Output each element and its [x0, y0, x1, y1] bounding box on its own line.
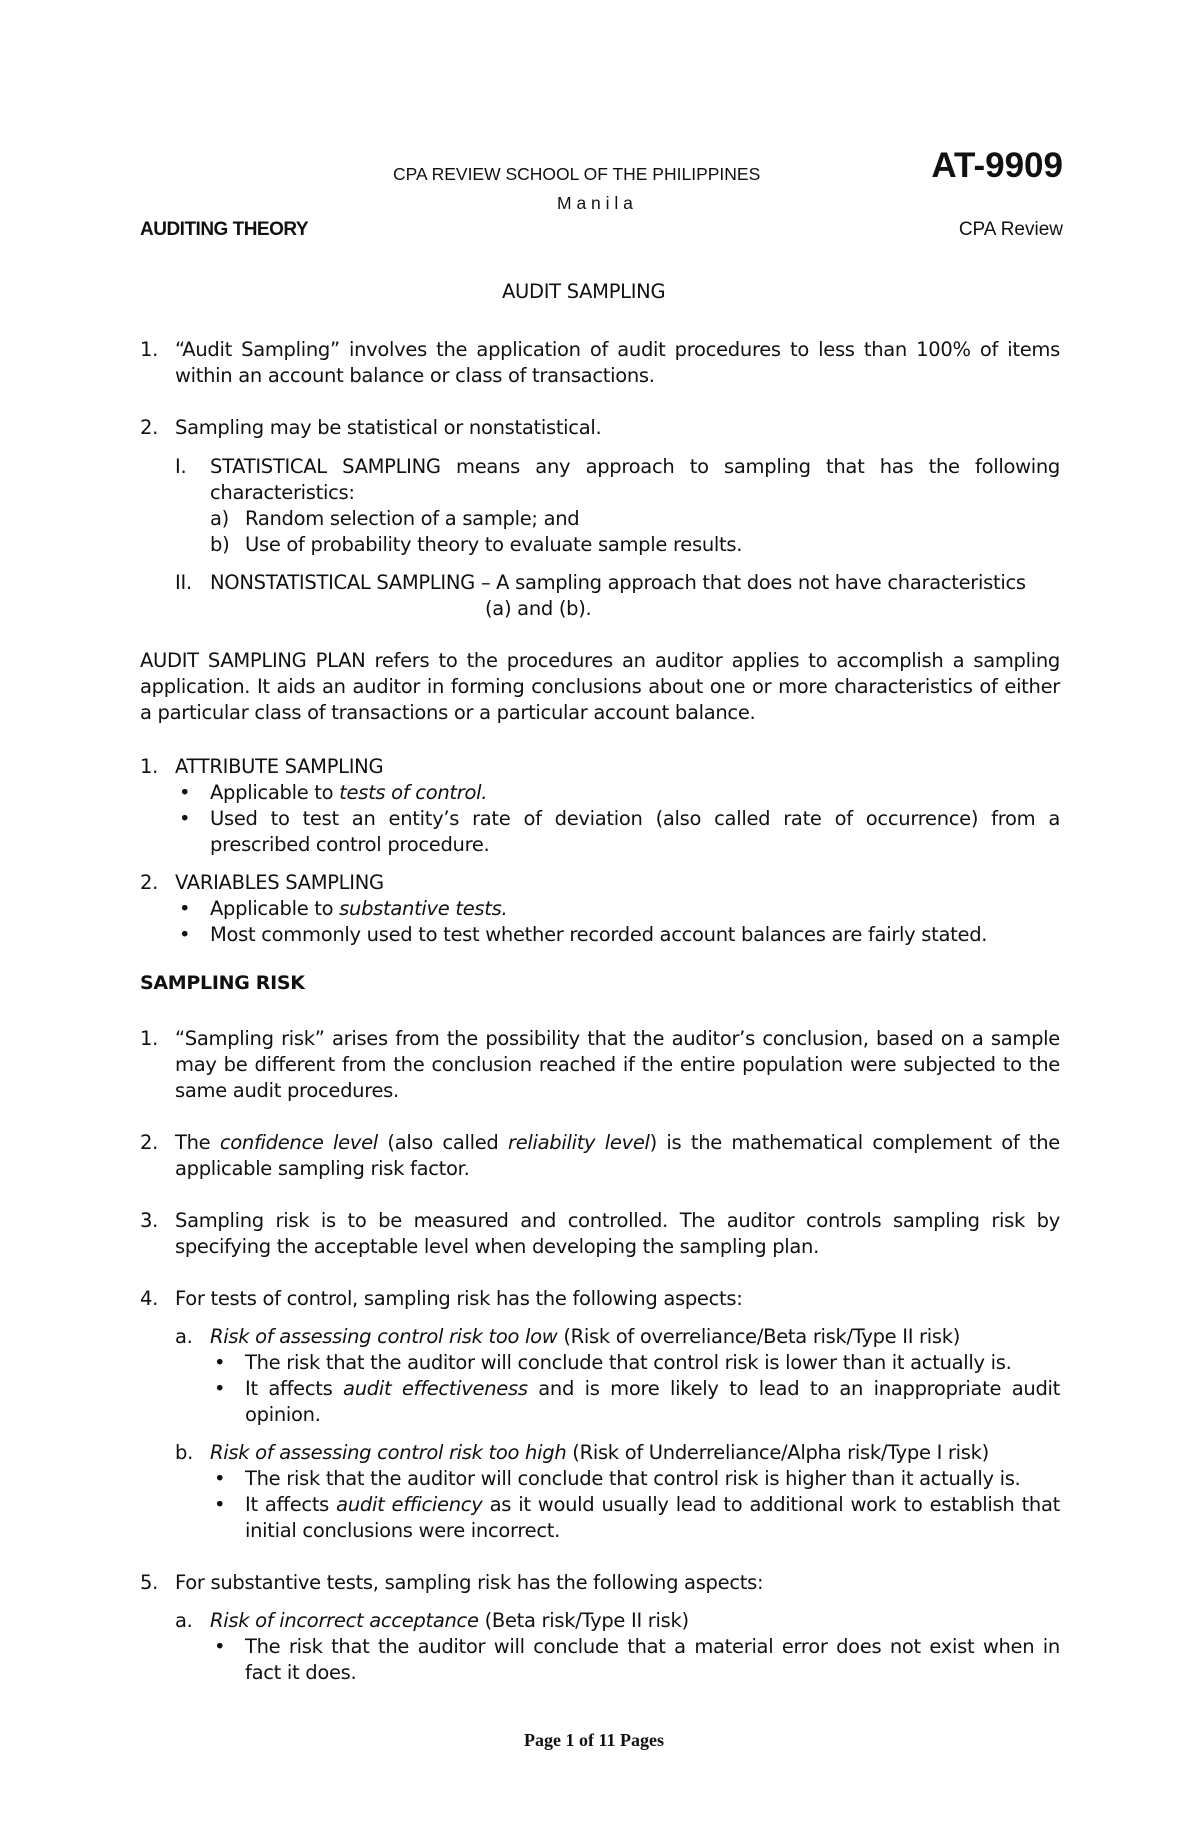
- bullet: •: [179, 807, 191, 830]
- list-number: 4.: [140, 1287, 159, 1310]
- page-title: AUDIT SAMPLING: [502, 280, 666, 303]
- list-item: VARIABLES SAMPLING: [175, 871, 384, 894]
- bullet: •: [214, 1493, 226, 1516]
- bullet-text: Most commonly used to test whether recorded account balances are fairly stated.: [210, 923, 988, 946]
- sub-letter: b.: [175, 1441, 193, 1464]
- bullet: •: [214, 1351, 226, 1374]
- list-number: 2.: [140, 416, 159, 439]
- list-item: The confidence level (also called reliability level) is the mathematical complement of the applicable sampling risk factor.: [175, 1131, 1060, 1180]
- list-item: Random selection of a sample; and: [245, 507, 580, 530]
- list-item: NONSTATISTICAL SAMPLING – A sampling approach that does not have characteristics: [210, 571, 1026, 594]
- bullet: •: [214, 1635, 226, 1658]
- page-footer: Page 1 of 11 Pages: [524, 1730, 664, 1750]
- document-code: AT-9909: [931, 146, 1063, 185]
- list-item: STATISTICAL SAMPLING means any approach to sampling that has the following characteristics:: [210, 455, 1060, 504]
- bullet-text: It affects audit effectiveness and is more likely to lead to an inappropriate audit opinion.: [245, 1377, 1060, 1426]
- list-number: 1.: [140, 338, 159, 361]
- sub-letter: a): [210, 507, 229, 530]
- list-item: “Sampling risk” arises from the possibility that the auditor’s conclusion, based on a sample may be different from the conclusion reached if the entire population were subjected to the same audit procedures.: [175, 1027, 1060, 1102]
- list-item: ATTRIBUTE SAMPLING: [175, 755, 384, 778]
- bullet: •: [179, 923, 191, 946]
- roman-number: I.: [175, 455, 187, 478]
- list-number: 2.: [140, 1131, 159, 1154]
- section-heading: SAMPLING RISK: [140, 972, 305, 994]
- bullet-text: It affects audit efficiency as it would usually lead to additional work to establish that initial conclusions were incorrect.: [245, 1493, 1060, 1542]
- bullet: •: [214, 1377, 226, 1400]
- course-label: CPA Review: [958, 219, 1063, 240]
- list-item: Risk of assessing control risk too low (Risk of overreliance/Beta risk/Type II risk): [210, 1325, 961, 1348]
- sub-letter: a.: [175, 1325, 193, 1348]
- bullet: •: [179, 781, 191, 804]
- school-name: CPA REVIEW SCHOOL OF THE PHILIPPINES: [393, 164, 761, 184]
- list-item: Risk of incorrect acceptance (Beta risk/Type II risk): [210, 1609, 689, 1632]
- city-name: M a n i l a: [557, 193, 633, 213]
- sub-letter: b): [210, 533, 230, 556]
- bullet-text: Used to test an entity’s rate of deviation (also called rate of occurrence) from a prescribed control procedure.: [210, 807, 1060, 856]
- list-item: Sampling may be statistical or nonstatistical.: [175, 416, 602, 439]
- list-item: Use of probability theory to evaluate sample results.: [245, 533, 743, 556]
- subject-title: AUDITING THEORY: [140, 219, 309, 240]
- bullet-text: Applicable to tests of control.: [210, 781, 488, 804]
- list-item: “Audit Sampling” involves the application of audit procedures to less than 100% of items within an account balance or class of transactions.: [175, 338, 1060, 387]
- plan-paragraph: AUDIT SAMPLING PLAN refers to the procedures an auditor applies to accomplish a sampling application. It aids an auditor in forming conclusions about one or more characteristics of either a particular class of transactions or a particular account balance.: [140, 649, 1060, 724]
- sub-letter: a.: [175, 1609, 193, 1632]
- bullet-text: The risk that the auditor will conclude that a material error does not exist when in fact it does.: [245, 1635, 1060, 1684]
- list-item: Sampling risk is to be measured and controlled. The auditor controls sampling risk by specifying the acceptable level when developing the sampling plan.: [175, 1209, 1060, 1258]
- bullet-text: Applicable to substantive tests.: [210, 897, 508, 920]
- list-number: 3.: [140, 1209, 159, 1232]
- list-number: 2.: [140, 871, 159, 894]
- list-item-continuation: (a) and (b).: [485, 597, 592, 620]
- bullet-text: The risk that the auditor will conclude that control risk is higher than it actually is.: [245, 1467, 1021, 1490]
- bullet-text: The risk that the auditor will conclude that control risk is lower than it actually is.: [245, 1351, 1012, 1374]
- list-number: 1.: [140, 755, 159, 778]
- list-item: For tests of control, sampling risk has the following aspects:: [175, 1287, 743, 1310]
- bullet: •: [214, 1467, 226, 1490]
- list-number: 1.: [140, 1027, 159, 1050]
- list-item: Risk of assessing control risk too high (Risk of Underreliance/Alpha risk/Type I risk): [210, 1441, 989, 1464]
- roman-number: II.: [175, 571, 192, 594]
- list-item: For substantive tests, sampling risk has the following aspects:: [175, 1571, 764, 1594]
- list-number: 5.: [140, 1571, 159, 1594]
- bullet: •: [179, 897, 191, 920]
